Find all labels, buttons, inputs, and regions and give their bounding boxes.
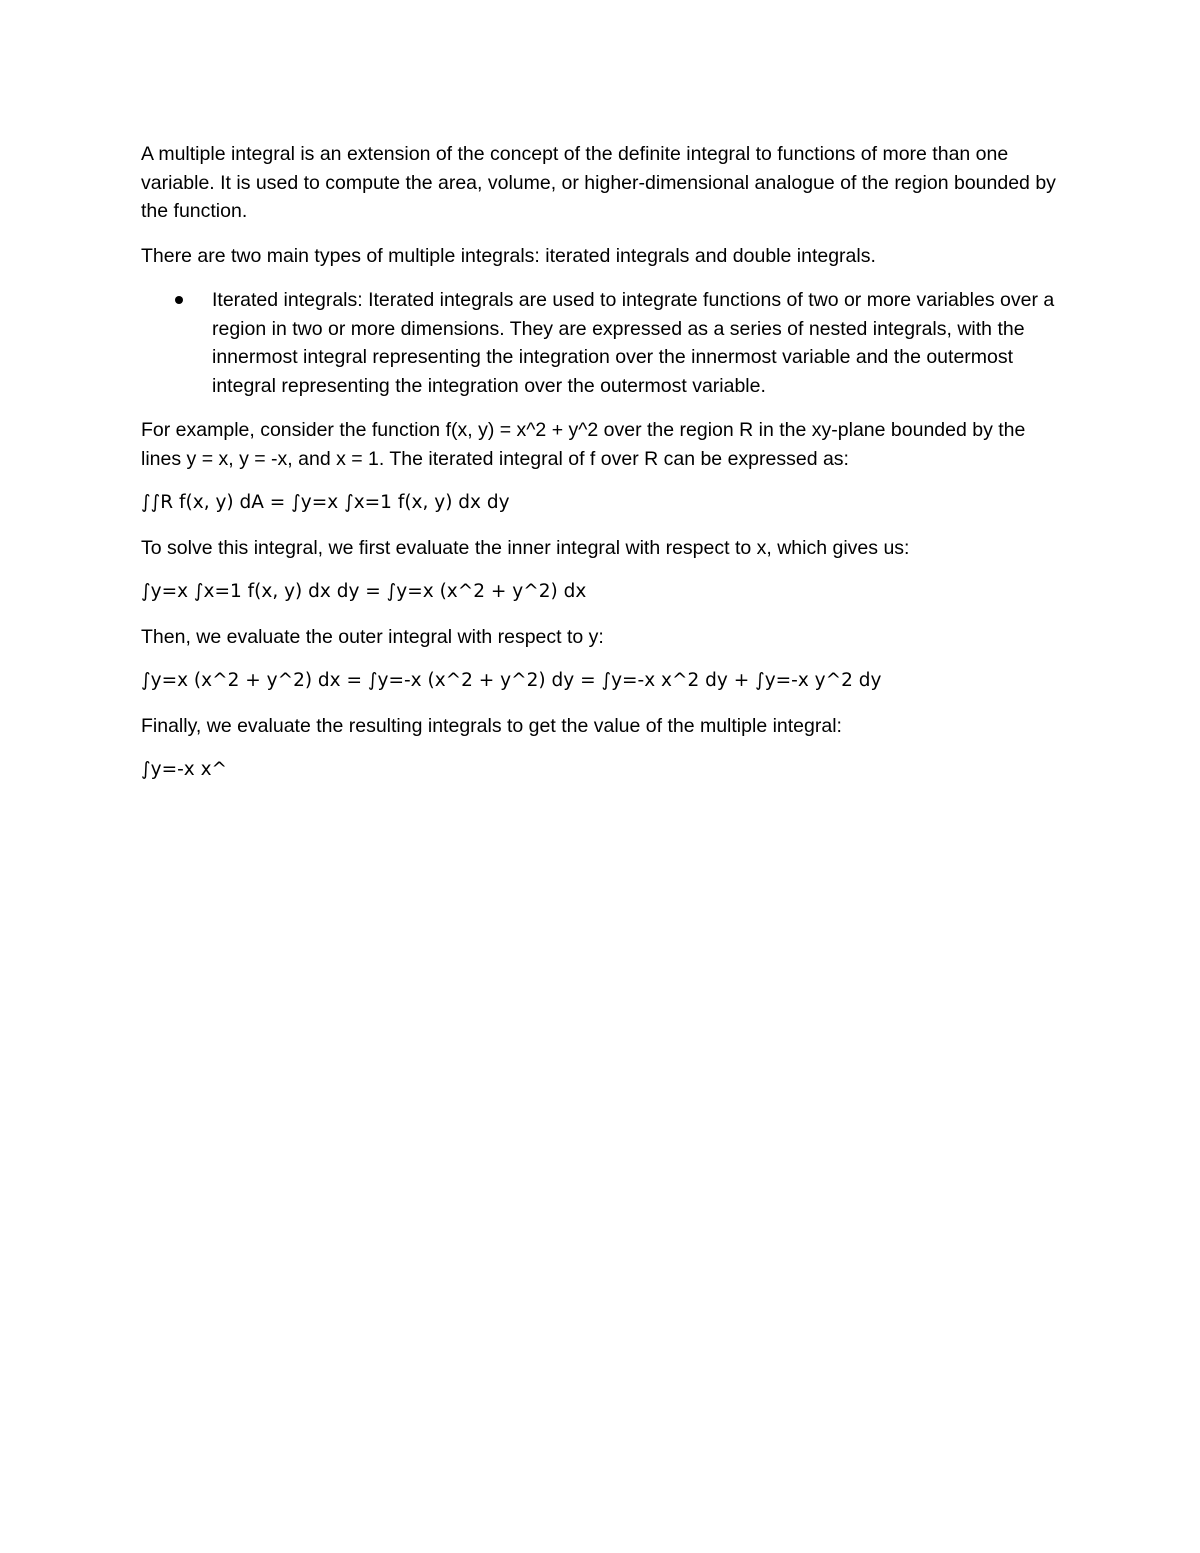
types-paragraph: There are two main types of multiple integrals: iterated integrals and double integrals. [141,244,876,267]
list-item-text: Iterated integrals: Iterated integrals are used to integrate functions of two or more variables over a region in two or more dimensions. They are expressed as a series of nested integrals, with the innermost integral representing the integration over the innermost variable and the outermost integral representing the integration over the outermost variable. [212,289,1055,397]
finally-paragraph: Finally, we evaluate the resulting integrals to get the value of the multiple integral: [141,714,842,737]
formula-3: ∫y=x (x^2 + y^2) dx = ∫y=-x (x^2 + y^2) dy = ∫y=-x x^2 dy + ∫y=-x y^2 dy [141,670,882,691]
then-paragraph: Then, we evaluate the outer integral with respect to y: [141,625,604,648]
intro-paragraph: A multiple integral is an extension of the concept of the definite integral to functions of more than one variable. It is used to compute the area, volume, or higher-dimensional analogue of the region bounded by the function. [141,143,1056,222]
example-paragraph: For example, consider the function f(x, y) = x^2 + y^2 over the region R in the xy-plane bounded by the lines y = x, y = -x, and x = 1. The iterated integral of f over R can be expressed as: [141,419,1026,470]
solve-paragraph: To solve this integral, we first evaluate the inner integral with respect to x, which gives us: [141,536,910,559]
list-item [141,286,1061,400]
formula-2: ∫y=x ∫x=1 f(x, y) dx dy = ∫y=x (x^2 + y^2) dx [141,581,587,602]
document-body [141,140,1061,801]
formula-1: ∫∫R f(x, y) dA = ∫y=x ∫x=1 f(x, y) dx dy [141,492,510,513]
bullet-list [141,286,1061,400]
formula-4: ∫y=-x x^ [141,759,228,780]
bullet-dot-icon [175,296,183,304]
